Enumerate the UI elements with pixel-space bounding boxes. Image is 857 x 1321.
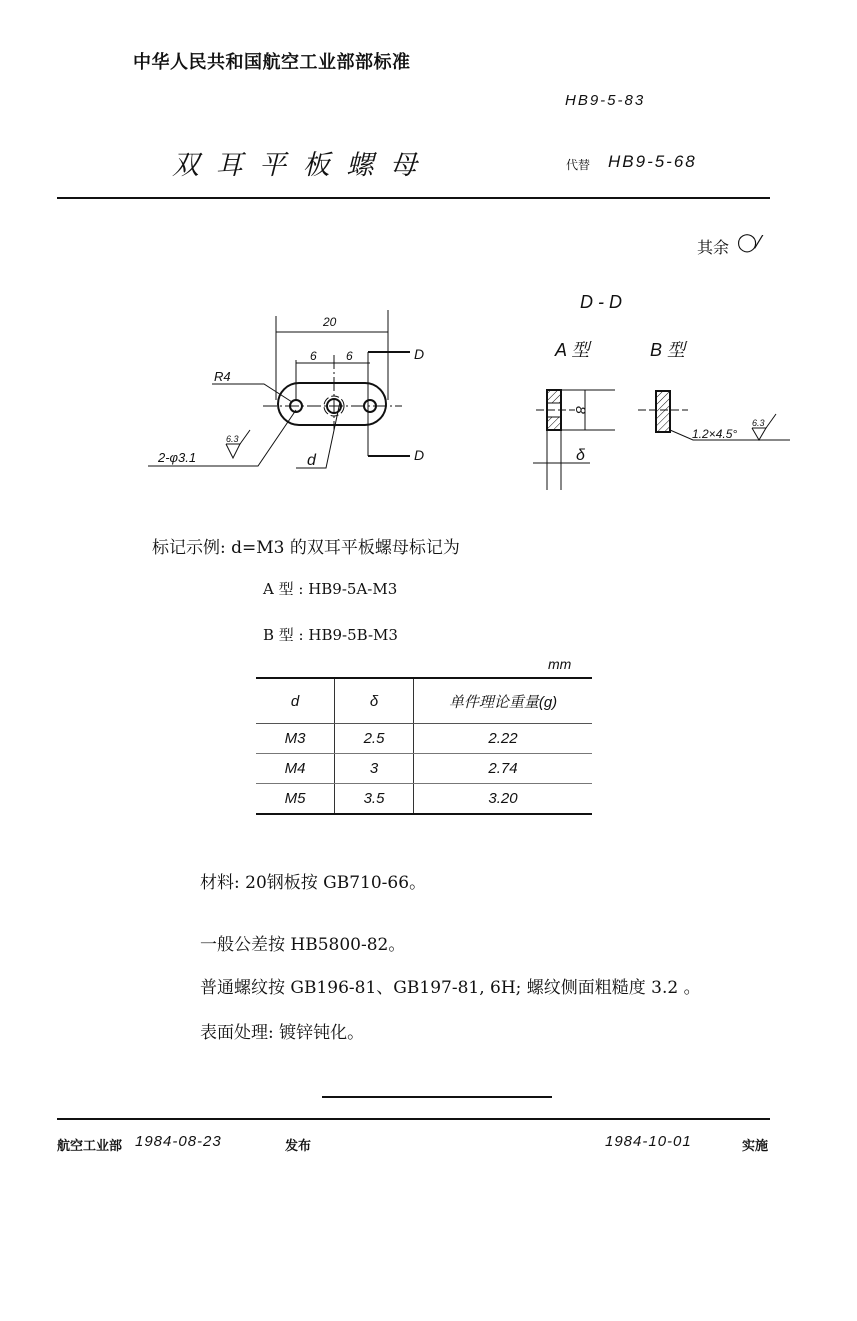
section-mark-bottom: D bbox=[414, 447, 425, 463]
cell-d: M4 bbox=[256, 754, 335, 784]
thread-label: d bbox=[307, 452, 316, 469]
cell-delta: 3 bbox=[335, 754, 414, 784]
dimension-6-right: 6 bbox=[346, 349, 353, 363]
roughness-symbol-a-icon bbox=[226, 444, 240, 458]
holes-label: 2-φ3.1 bbox=[158, 450, 197, 465]
roughness-other-symbol-icon: ◯⁄ bbox=[737, 232, 761, 253]
dimension-20: 20 bbox=[323, 315, 337, 329]
marking-type-b: B 型 : HB9-5B-M3 bbox=[263, 626, 398, 644]
header-d: d bbox=[256, 678, 335, 724]
cell-weight: 3.20 bbox=[414, 784, 593, 815]
plan-view bbox=[148, 310, 424, 469]
section-title: D - D bbox=[580, 292, 622, 312]
cell-weight: 2.22 bbox=[414, 724, 593, 754]
radius-label: R4 bbox=[214, 369, 231, 384]
roughness-a-value: 6.3 bbox=[226, 434, 239, 444]
document-title: 双 耳 平 板 螺 母 bbox=[172, 150, 421, 181]
note-surface: 表面处理: 镀锌钝化。 bbox=[200, 1023, 365, 1043]
footer-issue-label: 发布 bbox=[285, 1139, 312, 1154]
marking-example-intro: 标记示例: d=M3 的双耳平板螺母标记为 bbox=[152, 538, 460, 558]
footer-effective-date: 1984-10-01 bbox=[605, 1133, 692, 1150]
header-weight: 单件理论重量(g) bbox=[414, 678, 593, 724]
type-a-label: A 型 bbox=[555, 340, 590, 360]
thread-leader bbox=[296, 402, 340, 468]
table-row bbox=[256, 724, 592, 754]
chamfer-label: 1.2×4.5° bbox=[692, 427, 738, 441]
header-delta: δ bbox=[335, 678, 414, 724]
cell-d: M3 bbox=[256, 724, 335, 754]
footer-divider bbox=[57, 1118, 770, 1120]
cell-d: M5 bbox=[256, 784, 335, 815]
footer-issuer: 航空工业部 bbox=[57, 1139, 123, 1154]
footer-effective-label: 实施 bbox=[742, 1139, 769, 1154]
note-tolerance: 一般公差按 HB5800-82。 bbox=[200, 935, 406, 955]
note-thread: 普通螺纹按 GB196-81、GB197-81, 6H; 螺纹侧面粗糙度 3.2 。 bbox=[200, 978, 701, 998]
marking-type-a: A 型 : HB9-5A-M3 bbox=[263, 580, 398, 598]
roughness-b-value: 6.3 bbox=[752, 418, 765, 428]
section-views bbox=[533, 292, 790, 490]
section-b-outline bbox=[656, 391, 670, 432]
cell-delta: 3.5 bbox=[335, 784, 414, 815]
standard-number: HB9-5-83 bbox=[565, 92, 646, 109]
slot-outline bbox=[278, 383, 386, 425]
roughness-symbol-b-icon bbox=[752, 428, 766, 440]
end-divider bbox=[322, 1096, 552, 1098]
replaces-number: HB9-5-68 bbox=[608, 152, 697, 171]
weight-table bbox=[256, 677, 592, 815]
dimension-6-left: 6 bbox=[310, 349, 317, 363]
note-material: 材料: 20钢板按 GB710-66。 bbox=[200, 873, 427, 893]
roughness-other-label: 其余 bbox=[697, 238, 730, 257]
org-title: 中华人民共和国航空工业部部标准 bbox=[133, 52, 411, 73]
replaces-label: 代替 bbox=[566, 158, 591, 172]
cell-weight: 2.74 bbox=[414, 754, 593, 784]
section-mark-top: D bbox=[414, 346, 425, 362]
delta-label: δ bbox=[576, 447, 585, 464]
cell-delta: 2.5 bbox=[335, 724, 414, 754]
type-b-label: B 型 bbox=[650, 340, 686, 360]
table-unit: mm bbox=[548, 656, 572, 672]
footer-issue-date: 1984-08-23 bbox=[135, 1133, 222, 1150]
table-row bbox=[256, 754, 592, 784]
table-row bbox=[256, 784, 592, 815]
dimension-8: 8 bbox=[573, 406, 589, 414]
table-header-row bbox=[256, 678, 592, 724]
